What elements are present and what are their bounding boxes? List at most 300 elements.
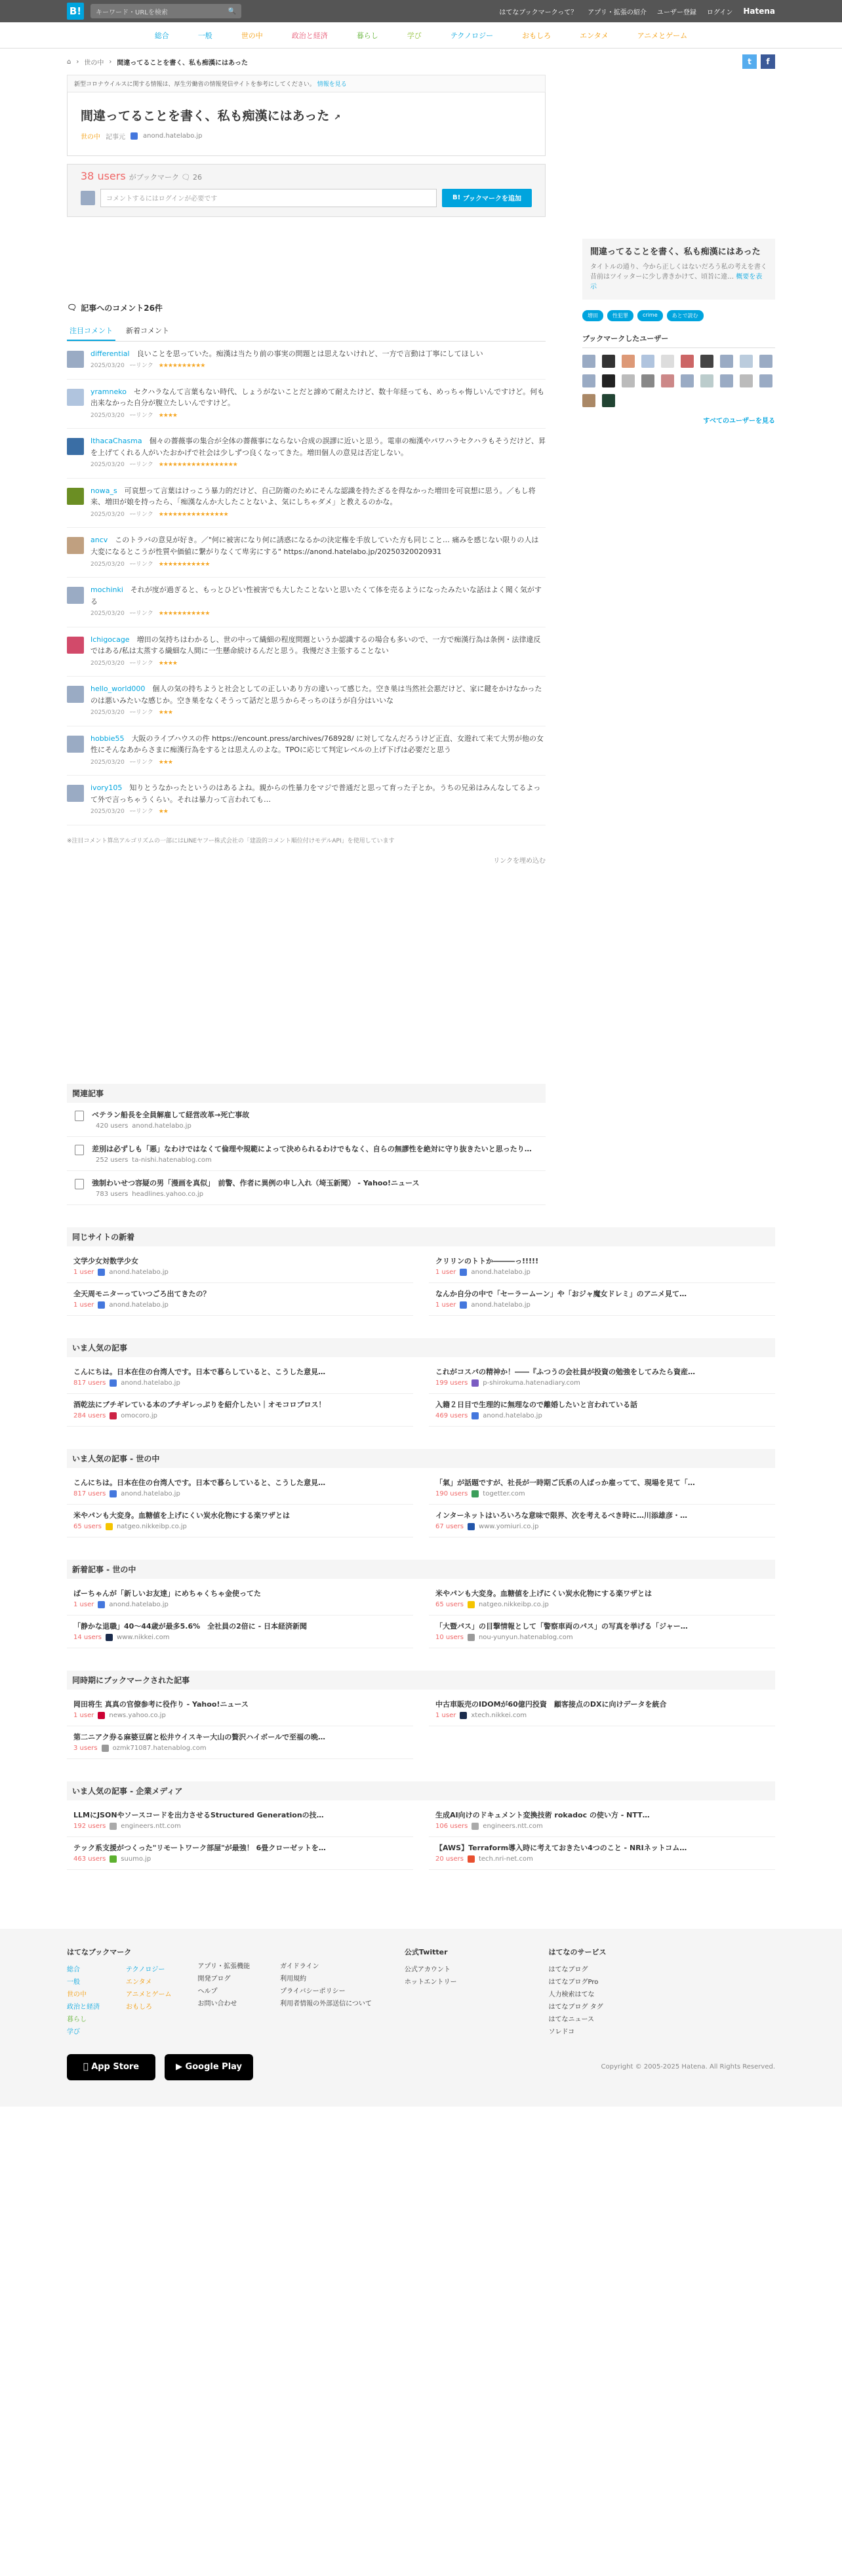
user-avatar[interactable] — [740, 374, 753, 387]
comment-avatar[interactable] — [67, 736, 84, 753]
comment-item — [67, 578, 546, 627]
section-items — [67, 1250, 775, 1316]
footer-link[interactable]: プライバシーポリシー — [280, 1987, 346, 1995]
related-domain: anond.hatelabo.jp — [132, 1122, 191, 1130]
tag-chip[interactable]: crime — [637, 310, 663, 321]
comment-meta — [90, 609, 546, 618]
facebook-share-icon[interactable]: f — [761, 54, 775, 69]
nav-item[interactable]: 学び — [407, 31, 422, 40]
article-user-count[interactable]: 20 users — [435, 1855, 464, 1863]
site-favicon-icon — [468, 1634, 475, 1641]
user-avatar-grid — [582, 355, 775, 407]
article-domain: p-shirokuma.hatenadiary.com — [483, 1379, 580, 1387]
comment-meta — [90, 361, 546, 370]
tag-chip[interactable]: 増田 — [582, 310, 603, 321]
show-summary-link[interactable]: 概要を表示 — [590, 273, 763, 291]
signup-link[interactable]: ユーザー登録 — [656, 9, 696, 16]
comment-date[interactable]: 2025/03/20 — [90, 759, 125, 766]
comment-username[interactable]: differential — [90, 349, 130, 358]
article-meta — [73, 1490, 407, 1497]
article-title[interactable]: 【AWS】Terraform導入時に考えておきたい4つのこと - NRIネットコム… — [435, 1843, 687, 1852]
nav-item[interactable]: 一般 — [197, 31, 212, 40]
see-all-users-link[interactable]: すべてのユーザーを見る — [703, 418, 775, 426]
comment-username[interactable]: yramneko — [90, 387, 127, 396]
article-section — [67, 1227, 775, 1316]
comment-meta — [90, 807, 546, 816]
comment-text: 大阪のライブハウスの件 https://encount.press/archives/768928/ に対してなんだろうけど正直、女遊れて来て大男が他の女性にそんなあからさまに痴漢行為をするとは思えんのよな。TPOに応じて判定レベルの上げ下げは必要だと思う — [90, 734, 544, 755]
comment-stars[interactable]: ★★★★ — [158, 660, 177, 667]
user-avatar[interactable] — [661, 374, 674, 387]
nav-item[interactable]: 政治と経済 — [291, 31, 328, 40]
article-user-count[interactable]: 817 users — [73, 1379, 106, 1387]
comment-avatar[interactable] — [67, 587, 84, 604]
article-user-count[interactable]: 284 users — [73, 1412, 106, 1419]
article-domain: omocoro.jp — [121, 1412, 158, 1419]
bookmark-panel: 38 users がブックマーク 🗨 26 コメントするにはログインが必要です B! ブックマークを追加 — [67, 164, 546, 217]
article-item[interactable] — [67, 1472, 413, 1505]
entry-domain[interactable]: anond.hatelabo.jp — [143, 132, 203, 140]
user-avatar[interactable] — [720, 355, 733, 368]
users-count[interactable]: 38 users — [81, 169, 126, 182]
article-title[interactable]: 中古車販売のIDOMが60億円投資 顧客接点のDXに向けデータを統合 — [435, 1699, 667, 1709]
article-title[interactable]: こんにちは。日本在住の台湾人です。日本で暮らしていると、こうした意見… — [73, 1367, 326, 1376]
related-user-count[interactable]: 420 users — [96, 1122, 129, 1130]
footer-services-heading: はてなのサービス — [548, 1947, 607, 1956]
comment-date[interactable]: 2025/03/20 — [90, 610, 125, 618]
comment-item — [67, 342, 546, 380]
user-avatar[interactable] — [622, 374, 635, 387]
article-domain: anond.hatelabo.jp — [121, 1490, 180, 1497]
comment-avatar[interactable] — [67, 351, 84, 368]
user-avatar[interactable] — [759, 374, 772, 387]
comment-avatar[interactable] — [67, 537, 84, 554]
article-user-count[interactable]: 1 user — [435, 1711, 456, 1719]
footer-link[interactable]: 総合 — [67, 1966, 80, 1973]
section-items — [67, 1804, 775, 1870]
article-title[interactable]: これがコスパの精神か！――『ふつうの会社員が投資の勉強をしてみたら資産… — [435, 1367, 695, 1376]
article-user-count[interactable]: 67 users — [435, 1522, 464, 1530]
article-domain: engineers.ntt.com — [483, 1822, 543, 1830]
article-item[interactable] — [67, 1804, 413, 1837]
comment-meta — [90, 708, 546, 717]
comment-body — [90, 683, 546, 718]
comment-body — [90, 534, 546, 569]
user-avatar[interactable] — [720, 374, 733, 387]
article-user-count[interactable]: 469 users — [435, 1412, 468, 1419]
top-links — [499, 7, 775, 16]
embed-link[interactable]: リンクを埋め込む — [493, 857, 546, 865]
comment-body — [90, 435, 546, 470]
comment-date[interactable]: 2025/03/20 — [90, 462, 125, 469]
article-section — [67, 1338, 775, 1427]
tag-list — [582, 310, 775, 321]
comment-username[interactable]: Ichigocage — [90, 635, 130, 644]
article-meta — [435, 1523, 769, 1530]
comment-username[interactable]: nowa_s — [90, 486, 117, 495]
related-item[interactable] — [67, 1137, 546, 1171]
user-avatar[interactable] — [641, 355, 654, 368]
article-title[interactable]: 米やパンも大変身。血糖値を上げにくい炭水化物にする楽ワザとは — [73, 1511, 290, 1520]
article-title[interactable]: 米やパンも大変身。血糖値を上げにくい炭水化物にする楽ワザとは — [435, 1589, 652, 1598]
comment-username[interactable]: IthacaChasma — [90, 437, 142, 446]
nav-item[interactable]: おもしろ — [522, 31, 551, 40]
comment-stars[interactable]: ★★ — [158, 808, 168, 816]
related-title[interactable]: 差別は必ずしも「悪」なわけではなくて倫理や規範によって決められるわけでもなく、自らの無謬性を絶対に守り抜きたいと思ったり… — [92, 1144, 532, 1153]
article-item[interactable] — [67, 1694, 413, 1726]
site-favicon-icon — [110, 1379, 117, 1387]
article-title[interactable]: こんにちは。日本在住の台湾人です。日本で暮らしていると、こうした意見… — [73, 1478, 326, 1487]
comment-link[interactable]: ｰｰリンク — [129, 511, 153, 519]
user-avatar[interactable] — [681, 355, 694, 368]
comment-link[interactable]: ｰｰリンク — [129, 660, 153, 667]
hatena-logo[interactable]: Hatena — [743, 7, 775, 16]
entry-title[interactable]: 間違ってることを書く、私も痴漢にはあった ↗ — [81, 109, 341, 123]
comment-avatar[interactable] — [67, 389, 84, 406]
comment-stars[interactable]: ★★★ — [158, 759, 172, 766]
article-item[interactable] — [429, 1283, 775, 1316]
article-title[interactable]: 「静かな退職」40～44歳が最多5.6% 全社員の2倍に - 日本経済新聞 — [73, 1621, 307, 1631]
article-item[interactable] — [429, 1837, 775, 1870]
article-item[interactable] — [429, 1583, 775, 1615]
article-meta — [73, 1823, 407, 1830]
article-title[interactable]: 全天周モニターっていつごろ出てきたの？ — [73, 1289, 210, 1298]
user-avatar[interactable] — [681, 374, 694, 387]
article-meta — [435, 1412, 769, 1419]
article-sections — [67, 1227, 775, 1870]
footer-link[interactable]: 人力検索はてな — [548, 1991, 595, 1998]
comment-date[interactable]: 2025/03/20 — [90, 412, 125, 419]
article-title[interactable]: 生成AI向けのドキュメント変換技術 rokadoc の使い方 - NTT… — [435, 1810, 650, 1819]
footer-link[interactable]: ヘルプ — [197, 1987, 218, 1995]
article-title[interactable]: なんか自分の中で「セーラームーン」や「おジャ魔女ドレミ」のアニメ見て… — [435, 1289, 687, 1298]
comment-avatar[interactable] — [67, 488, 84, 505]
article-domain: engineers.ntt.com — [121, 1822, 181, 1830]
article-item[interactable] — [67, 1726, 413, 1759]
article-domain: nou-yunyun.hatenablog.com — [478, 1633, 573, 1641]
article-title[interactable]: テック系支援がつくった"リモートワーク部屋"が最強！ 6畳クローゼットを… — [73, 1843, 326, 1852]
article-title[interactable]: 「氣」が話題ですが、社長が一時期ご氏系の人ばっか雇ってて、現場を見て「… — [435, 1478, 695, 1487]
article-title[interactable]: クリリンのトトか―――っ!!!!! — [435, 1256, 539, 1265]
user-avatar[interactable] — [641, 374, 654, 387]
footer-link[interactable]: エンタメ — [126, 1978, 152, 1986]
article-item[interactable] — [429, 1804, 775, 1837]
search-input[interactable]: キーワード・URLを検索 🔍 — [90, 4, 241, 18]
article-title[interactable]: 岡田将生 真真の官僚参考に役作り - Yahoo!ニュース — [73, 1699, 249, 1709]
article-user-count[interactable]: 3 users — [73, 1744, 98, 1752]
article-user-count[interactable]: 817 users — [73, 1490, 106, 1497]
article-title[interactable]: 第二ニアク券る麻婆豆腐と松井ウイスキー大山の贅沢ハイボールで至福の晩… — [73, 1732, 326, 1741]
article-meta — [435, 1601, 769, 1608]
tab-new[interactable]: 新着コメント — [126, 326, 169, 335]
related-domain: ta-nishi.hatenablog.com — [132, 1156, 212, 1164]
article-domain: togetter.com — [483, 1490, 525, 1497]
comment-link[interactable]: ｰｰリンク — [129, 412, 153, 419]
article-item[interactable] — [67, 1361, 413, 1394]
footer-link[interactable]: 公式アカウント — [404, 1966, 451, 1973]
article-item[interactable] — [429, 1361, 775, 1394]
add-bookmark-button[interactable]: B! ブックマークを追加 — [442, 189, 532, 207]
article-item[interactable] — [67, 1505, 413, 1537]
article-user-count[interactable]: 106 users — [435, 1822, 468, 1830]
comment-date[interactable]: 2025/03/20 — [90, 808, 125, 816]
comment-link[interactable]: ｰｰリンク — [129, 808, 153, 816]
article-section — [67, 1781, 775, 1870]
related-users — [92, 1157, 532, 1164]
nav-item[interactable]: アニメとゲーム — [637, 31, 688, 40]
comment-link[interactable]: ｰｰリンク — [129, 363, 153, 370]
entry-category[interactable]: 世の中 — [81, 133, 100, 141]
article-title[interactable]: 酒乾法にブチギレている本のブチギレっぷりを紹介したい｜オモコロブロス！ — [73, 1400, 326, 1409]
avatar — [81, 191, 95, 205]
related-title[interactable]: 強制わいせつ容疑の男「漫画を真似」 前警、作者に異例の申し入れ（埼玉新聞） - Yahoo!ニュース — [92, 1178, 420, 1187]
category-nav — [0, 22, 842, 49]
article-section — [67, 1671, 775, 1759]
section-items — [67, 1583, 775, 1648]
article-user-count[interactable]: 1 user — [435, 1268, 456, 1276]
section-items — [67, 1361, 775, 1427]
comment-link[interactable]: ｰｰリンク — [129, 759, 153, 766]
article-title[interactable]: 「大暨パス」の目撃情報として「警察車両のパス」の写真を挙げる「ジャー… — [435, 1621, 688, 1631]
article-item[interactable] — [429, 1394, 775, 1427]
article-user-count[interactable]: 192 users — [73, 1822, 106, 1830]
article-domain: natgeo.nikkeibp.co.jp — [478, 1600, 549, 1608]
article-item[interactable] — [429, 1694, 775, 1726]
google-play-badge[interactable]: ▶ Google Play — [165, 2054, 253, 2080]
section-heading: いま人気の記事 - 世の中 — [67, 1449, 775, 1468]
article-item[interactable] — [67, 1283, 413, 1316]
comment-link[interactable]: ｰｰリンク — [129, 610, 153, 618]
search-icon[interactable]: 🔍 — [228, 7, 236, 15]
footer-link[interactable]: テクノロジー — [126, 1966, 165, 1973]
footer-link[interactable]: 利用者情報の外部送信について — [280, 2000, 372, 2008]
article-user-count[interactable]: 1 user — [435, 1301, 456, 1309]
comment-body — [90, 634, 546, 669]
site-favicon-icon — [102, 1745, 109, 1752]
comment-text: それが度が過ぎると、もっとひどい性被害でも大したことないと思いたくて体を売るようになったみたいな話はよく聞く気がする — [90, 585, 542, 606]
twitter-share-icon[interactable]: t — [742, 54, 757, 69]
nav-item[interactable]: 世の中 — [241, 31, 263, 40]
comment-date[interactable]: 2025/03/20 — [90, 660, 125, 667]
user-avatar[interactable] — [582, 394, 595, 407]
article-section — [67, 1449, 775, 1537]
related-item[interactable] — [67, 1171, 546, 1205]
comment-avatar[interactable] — [67, 438, 84, 455]
user-avatar[interactable] — [602, 374, 615, 387]
entry-source-label: 記事元 — [106, 133, 125, 141]
footer — [0, 1929, 842, 2107]
article-user-count[interactable]: 65 users — [435, 1600, 464, 1608]
footer-link[interactable]: お問い合わせ — [197, 2000, 237, 2008]
user-avatar[interactable] — [740, 355, 753, 368]
comment-avatar[interactable] — [67, 785, 84, 802]
tab-featured[interactable]: 注目コメント — [67, 321, 115, 341]
comment-text: 知りとうなかったというのはあるよね。親からの性暴力をマジで普通だと思って育った子とか。うちの兄弟はみんなしてるよって外で言っちゃうくらい。それは暴力って言われても… — [90, 783, 541, 804]
user-avatar[interactable] — [582, 374, 595, 387]
apple-icon — [85, 2062, 89, 2072]
footer-link[interactable]: はてなブログ — [548, 1966, 588, 1973]
summary-title[interactable]: 間違ってることを書く、私も痴漢にはあった — [590, 247, 761, 257]
article-meta — [73, 1379, 407, 1387]
article-user-count[interactable]: 1 user — [73, 1600, 94, 1608]
comment-avatar[interactable] — [67, 637, 84, 654]
article-user-count[interactable]: 65 users — [73, 1522, 102, 1530]
article-title[interactable]: ばーちゃんが「新しいお友達」にめちゃくちゃ金使ってた — [73, 1589, 261, 1598]
hatebu-logo[interactable]: B! — [67, 3, 84, 20]
article-item[interactable] — [67, 1837, 413, 1870]
comment-meta — [90, 460, 546, 469]
related-user-count[interactable]: 252 users — [96, 1156, 129, 1164]
related-title[interactable]: ベテラン船長を全員解雇して経営改革→死亡事故 — [92, 1110, 250, 1119]
article-item[interactable] — [429, 1505, 775, 1537]
footer-link[interactable]: 学び — [67, 2028, 80, 2036]
home-icon[interactable]: ⌂ — [67, 58, 71, 66]
user-avatar[interactable] — [700, 355, 713, 368]
comment-icon: 🗨 — [67, 303, 77, 313]
comment-date[interactable]: 2025/03/20 — [90, 709, 125, 717]
article-item[interactable] — [67, 1583, 413, 1615]
article-domain: tech.nri-net.com — [478, 1855, 533, 1863]
footer-link[interactable]: アプリ・拡張機能 — [197, 1962, 251, 1970]
document-icon — [75, 1179, 84, 1189]
comment-input[interactable]: コメントするにはログインが必要です — [100, 189, 437, 207]
footer-hatebu-heading: はてなブックマーク — [67, 1947, 132, 1956]
user-avatar[interactable] — [622, 355, 635, 368]
footer-link[interactable]: はてなニュース — [548, 2015, 595, 2023]
nav-item[interactable]: 総合 — [154, 31, 169, 40]
comment-username[interactable]: mochinki — [90, 585, 123, 594]
site-favicon-icon — [106, 1523, 113, 1530]
breadcrumb: ⌂ › 世の中 › 間違ってることを書く、私も痴漢にはあった t f — [67, 49, 775, 75]
comment-username[interactable]: hobbie55 — [90, 734, 125, 743]
footer-link[interactable]: 開発ブログ — [197, 1975, 231, 1983]
article-title[interactable]: インターネットはいろいろな意味で限界、次を考えるべき時に…川添雄彦・… — [435, 1511, 688, 1520]
article-item[interactable] — [429, 1615, 775, 1648]
article-item[interactable] — [67, 1615, 413, 1648]
comment-stars[interactable]: ★★★★ — [158, 412, 177, 419]
article-title[interactable]: 文学少女対数学少女 — [73, 1256, 138, 1265]
summary-card — [582, 239, 775, 300]
article-domain: anond.hatelabo.jp — [471, 1268, 531, 1276]
article-domain: anond.hatelabo.jp — [471, 1301, 531, 1309]
user-avatar[interactable] — [602, 394, 615, 407]
comment-username[interactable]: ancv — [90, 536, 108, 545]
comment-stars[interactable]: ★★★★★★★★★★ — [158, 363, 205, 370]
footer-link[interactable]: はてなブログ タグ — [548, 2003, 603, 2011]
footer-link[interactable]: 世の中 — [67, 1991, 87, 1998]
article-item[interactable] — [429, 1250, 775, 1283]
article-user-count[interactable]: 1 user — [73, 1301, 94, 1309]
apps-link[interactable]: アプリ・拡張の紹介 — [588, 9, 647, 16]
article-meta — [435, 1269, 769, 1276]
comment-stars[interactable]: ★★★★★★★★★★★★★★★ — [158, 511, 228, 519]
article-user-count[interactable]: 1 user — [73, 1711, 94, 1719]
user-avatar[interactable] — [582, 355, 595, 368]
about-link[interactable]: はてなブックマークって？ — [499, 9, 578, 16]
user-avatar[interactable] — [759, 355, 772, 368]
tag-chip[interactable]: あとで読む — [667, 310, 704, 321]
article-meta — [435, 1379, 769, 1387]
article-item[interactable] — [67, 1250, 413, 1283]
comment-item — [67, 726, 546, 776]
user-avatar[interactable] — [661, 355, 674, 368]
comment-body — [90, 386, 546, 421]
article-user-count[interactable]: 190 users — [435, 1490, 468, 1497]
article-user-count[interactable]: 463 users — [73, 1855, 106, 1863]
comment-link[interactable]: ｰｰリンク — [129, 462, 153, 469]
site-favicon-icon — [471, 1379, 479, 1387]
article-user-count[interactable]: 10 users — [435, 1633, 464, 1641]
article-user-count[interactable]: 1 user — [73, 1268, 94, 1276]
article-item[interactable] — [67, 1394, 413, 1427]
user-avatar[interactable] — [700, 374, 713, 387]
footer-link[interactable]: 暮らし — [67, 2015, 87, 2023]
article-meta — [73, 1855, 407, 1863]
section-heading: 同時期にブックマークされた記事 — [67, 1671, 775, 1690]
comment-link[interactable]: ｰｰリンク — [129, 709, 153, 717]
comment-link[interactable]: ｰｰリンク — [129, 561, 153, 568]
comment-stars[interactable]: ★★★★★★★★★★★ — [158, 561, 210, 568]
user-avatar[interactable] — [602, 355, 615, 368]
breadcrumb-category[interactable]: 世の中 — [84, 59, 104, 67]
footer-link[interactable]: ソレドコ — [548, 2028, 575, 2036]
comment-stars[interactable]: ★★★★★★★★★★★★★★★★★ — [158, 462, 237, 469]
article-title[interactable]: 入籍２日目で生理的に無理なので離婚したいと言われている話 — [435, 1400, 637, 1409]
comment-text: 可哀想って言葉はけっこう暴力的だけど、自己防衛のためにそんな認識を持たざるを得なかった増田を可哀想に思う。／もし将来、増田が娘を持ったら、「痴漢なんか大したことないよ、気にしちゃダメ」と教えるのかな。 — [90, 486, 536, 507]
comment-avatar[interactable] — [67, 686, 84, 703]
comment-stars[interactable]: ★★★ — [158, 709, 172, 717]
app-store-badge[interactable]: App Store — [67, 2054, 155, 2080]
related-item[interactable] — [67, 1103, 546, 1137]
notice-link[interactable]: 情報を見る — [317, 81, 347, 88]
footer-link[interactable]: ガイドライン — [280, 1962, 319, 1970]
footer-link[interactable]: おもしろ — [126, 2003, 152, 2011]
comment-date[interactable]: 2025/03/20 — [90, 561, 125, 568]
article-meta — [73, 1412, 407, 1419]
comment-meta — [90, 758, 546, 767]
footer-link[interactable]: ホットエントリー — [404, 1978, 457, 1986]
comment-body — [90, 348, 546, 371]
nav-item[interactable]: エンタメ — [580, 31, 609, 40]
footer-link[interactable]: 利用規約 — [280, 1975, 307, 1983]
comment-body — [90, 485, 546, 520]
article-item[interactable] — [429, 1472, 775, 1505]
site-favicon-icon — [460, 1301, 467, 1309]
comment-meta — [90, 659, 546, 668]
footer-link[interactable]: 政治と経済 — [67, 2003, 100, 2011]
comment-body — [90, 584, 546, 619]
footer-link[interactable]: はてなブログPro — [548, 1978, 599, 1986]
comment-username[interactable]: hello_world000 — [90, 684, 146, 694]
footer-link[interactable]: 一般 — [67, 1978, 80, 1986]
comment-stars[interactable]: ★★★★★★★★★★★ — [158, 610, 210, 618]
nav-item[interactable]: 暮らし — [356, 31, 378, 40]
related-user-count[interactable]: 783 users — [96, 1190, 129, 1198]
article-meta — [435, 1634, 769, 1641]
nav-item[interactable]: テクノロジー — [450, 31, 494, 40]
footer-link[interactable]: アニメとゲーム — [126, 1991, 172, 1998]
tag-chip[interactable]: 性犯罪 — [607, 310, 633, 321]
article-user-count[interactable]: 14 users — [73, 1633, 102, 1641]
related-heading: 関連記事 — [67, 1084, 546, 1103]
bookmark-icon: B! — [452, 194, 463, 202]
comment-username[interactable]: ivory105 — [90, 783, 123, 793]
login-link[interactable]: ログイン — [706, 9, 733, 16]
article-user-count[interactable]: 199 users — [435, 1379, 468, 1387]
article-title[interactable]: LLMにJSONやソースコードを出力させるStructured Generationの技… — [73, 1810, 324, 1819]
comment-date[interactable]: 2025/03/20 — [90, 511, 125, 519]
comment-date[interactable]: 2025/03/20 — [90, 363, 125, 370]
article-meta — [73, 1634, 407, 1641]
